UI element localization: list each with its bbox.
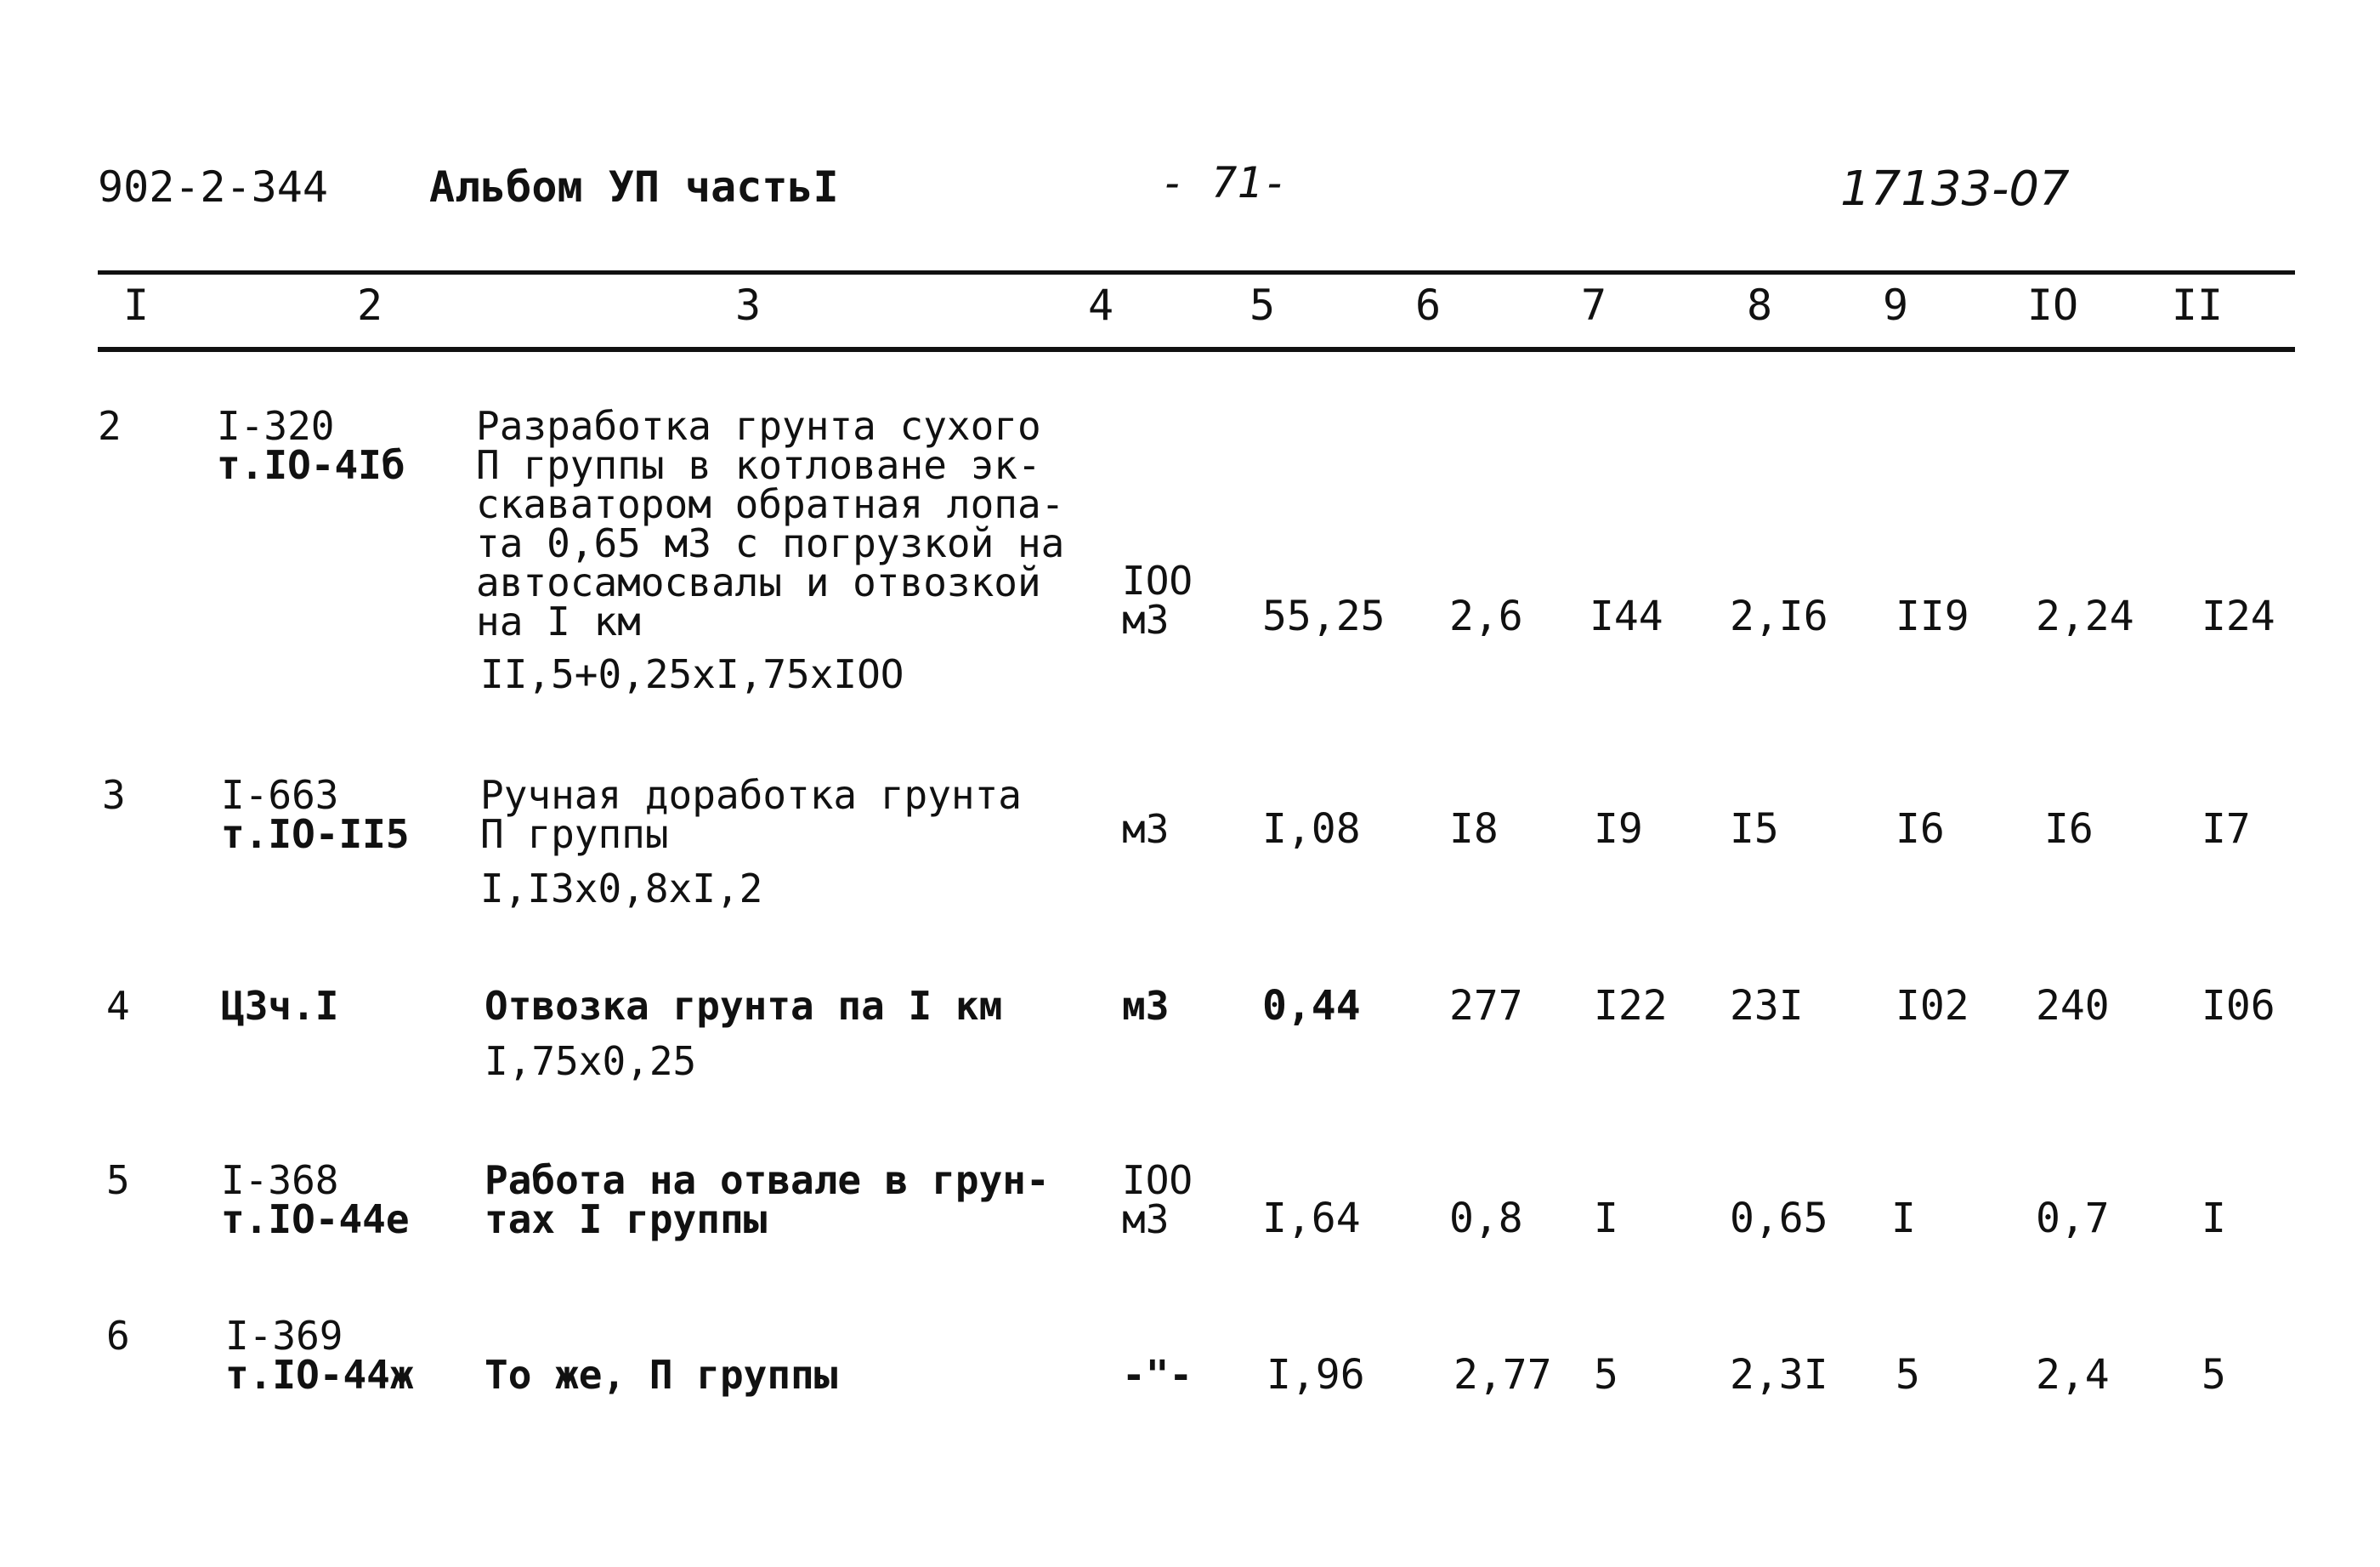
unit: м3 [1122, 983, 1170, 1029]
work-description: Ручная доработка грунта П группы [480, 772, 1022, 857]
work-description: Работа на отвале в грун- тах I группы [484, 1157, 1050, 1242]
value-col-11: I [2202, 1195, 2226, 1242]
row-number: 6 [106, 1313, 130, 1359]
column-number-9: 9 [1882, 281, 1909, 330]
value-col-8: 23I [1730, 982, 1804, 1030]
value-col-5: I,64 [1262, 1195, 1361, 1242]
value-col-7: I [1594, 1195, 1618, 1242]
value-col-10: 0,7 [2036, 1195, 2110, 1242]
column-number-11: II [2171, 281, 2224, 330]
norm-code: ЦЗч.I [221, 983, 339, 1029]
unit: IOO м3 [1122, 1157, 1193, 1242]
value-col-5: 0,44 [1262, 982, 1361, 1030]
row-number: 4 [106, 983, 130, 1029]
value-col-11: I24 [2202, 593, 2275, 640]
value-col-7: 5 [1594, 1351, 1618, 1399]
value-col-8: 0,65 [1730, 1195, 1828, 1242]
column-number-10: IO [2026, 281, 2079, 330]
quantity-formula: I,75x0,25 [484, 1038, 697, 1084]
work-description: Разработка грунта сухого П группы в котловане эк- скаватором обратная лопа- та 0,65 м3 с погрузкой на автосамосвалы и отвозкой на I км [476, 403, 1065, 644]
value-col-9: II9 [1896, 593, 1969, 640]
value-col-10: 2,24 [2036, 593, 2134, 640]
work-description: Отвозка грунта па I км [484, 983, 1003, 1029]
value-col-6: I8 [1449, 805, 1499, 853]
unit: IOO м3 [1122, 558, 1193, 643]
column-number-6: 6 [1414, 281, 1442, 330]
quantity-formula: II,5+0,25xI,75xIOO [480, 651, 904, 697]
norm-code: I-369 т.IO-44ж [225, 1313, 414, 1398]
row-number: 5 [106, 1157, 130, 1203]
value-col-8: I5 [1730, 805, 1779, 853]
norm-code: I-320 т.IO-4Iб [217, 403, 405, 488]
value-col-10: 2,4 [2036, 1351, 2110, 1399]
norm-code: I-663 т.IO-II5 [221, 772, 410, 857]
header-top-rule [98, 270, 2295, 275]
value-col-9: I [1891, 1195, 1916, 1242]
column-number-4: 4 [1087, 281, 1114, 330]
value-col-6: 2,77 [1454, 1351, 1552, 1399]
value-col-11: I7 [2202, 805, 2251, 853]
column-number-5: 5 [1249, 281, 1276, 330]
document-number: 17133-07 [1840, 162, 2070, 217]
value-col-9: 5 [1896, 1351, 1920, 1399]
value-col-7: I9 [1594, 805, 1643, 853]
album-title: Альбом УП частьI [429, 162, 839, 212]
quantity-formula: I,I3x0,8xI,2 [480, 866, 763, 911]
column-number-2: 2 [356, 281, 383, 330]
value-col-5: 55,25 [1262, 593, 1386, 640]
value-col-8: 2,I6 [1730, 593, 1828, 640]
column-number-8: 8 [1746, 281, 1773, 330]
value-col-6: 277 [1449, 982, 1523, 1030]
column-number-3: 3 [734, 281, 762, 330]
value-col-11: 5 [2202, 1351, 2226, 1399]
value-col-7: I44 [1590, 593, 1663, 640]
value-col-6: 2,6 [1449, 593, 1523, 640]
unit: м3 [1122, 806, 1170, 852]
row-number: 2 [98, 403, 122, 449]
unit: -"- [1122, 1352, 1193, 1398]
value-col-11: I06 [2202, 982, 2275, 1030]
value-col-5: I,96 [1266, 1351, 1365, 1399]
value-col-7: I22 [1594, 982, 1668, 1030]
header-bottom-rule [98, 347, 2295, 352]
document-code: 902-2-344 [98, 162, 328, 212]
work-description: То же, П группы [484, 1352, 838, 1398]
column-number-1: I [122, 281, 150, 330]
value-col-10: I6 [2044, 805, 2094, 853]
value-col-6: 0,8 [1449, 1195, 1523, 1242]
value-col-10: 240 [2036, 982, 2110, 1030]
value-col-9: I6 [1896, 805, 1945, 853]
value-col-8: 2,3I [1730, 1351, 1828, 1399]
value-col-9: I02 [1896, 982, 1969, 1030]
value-col-5: I,08 [1262, 805, 1361, 853]
row-number: 3 [102, 772, 126, 818]
column-number-7: 7 [1580, 281, 1607, 330]
norm-code: I-368 т.IO-44е [221, 1157, 410, 1242]
page-number: - 71- [1160, 158, 1289, 207]
